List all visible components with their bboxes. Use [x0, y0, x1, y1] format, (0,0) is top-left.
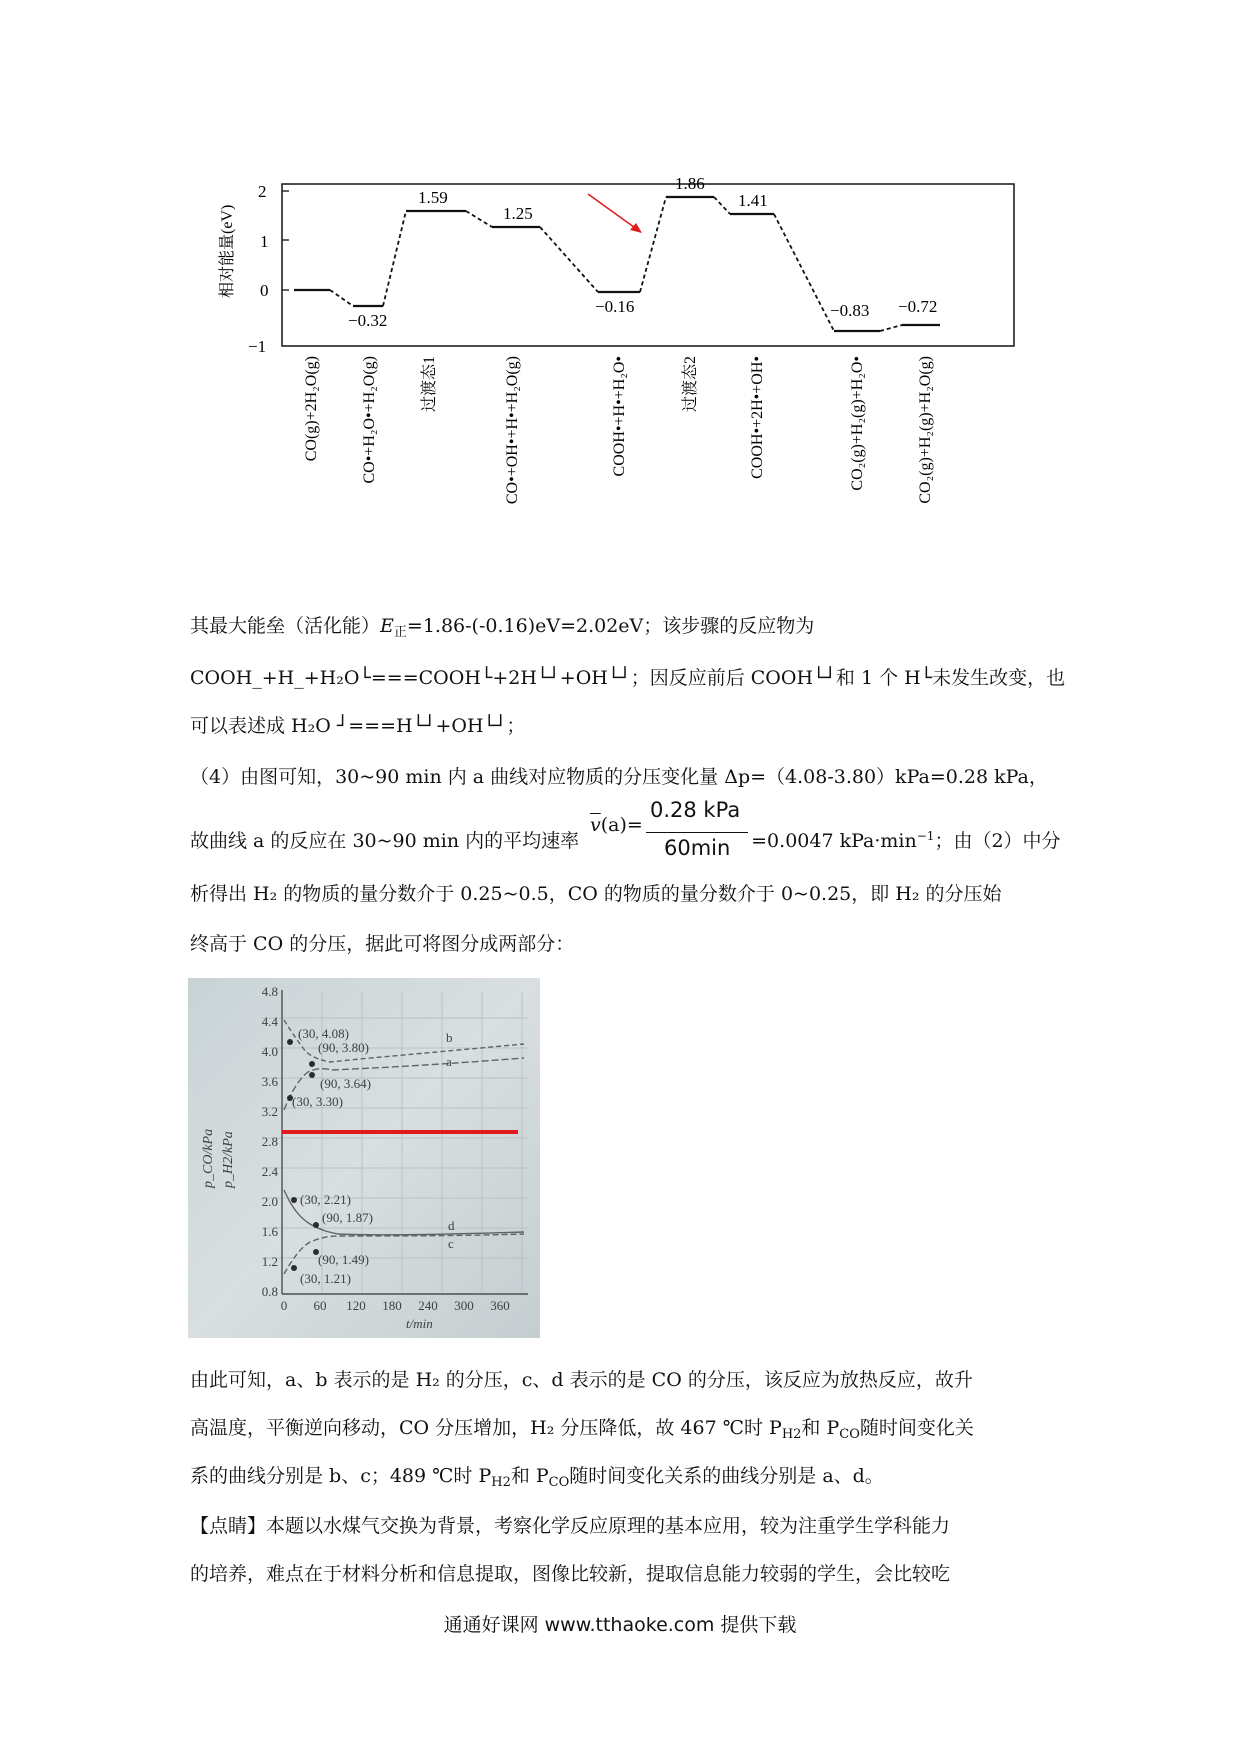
photo-background	[188, 978, 540, 1338]
species-5: 过渡态2	[682, 356, 699, 413]
y-axis-label-co: p_CO/kPa	[201, 1128, 216, 1188]
species-8: CO₂(g)+H₂(g)+H₂O(g)	[917, 356, 934, 504]
paragraph-conclusion-2: 高温度，平衡逆向移动，CO 分压增加，H₂ 分压降低，故 467 ℃时 $P_{H2}$和 $P_{CO}$随时间变化关	[190, 1417, 974, 1442]
fraction-numerator: 0.28 kPa	[650, 798, 741, 822]
paragraph-comment-2: 的培养，难点在于材料分析和信息提取，图像比较新，提取信息能力较弱的学生，会比较吃	[190, 1563, 951, 1585]
footer-source: 通通好课网 www.tthaoke.com 提供下载	[443, 1614, 797, 1636]
level-label-6: 1.41	[738, 191, 768, 210]
level-label-8: −0.72	[898, 297, 938, 316]
paragraph-conclusion-1: 由此可知，a、b 表示的是 H₂ 的分压，c、d 表示的是 CO 的分压，该反应为放热反应，故升	[190, 1369, 973, 1391]
paragraph-rate: 故曲线 a 的反应在 30~90 min 内的平均速率 =0.0047 $kPa\cdot\min^{-1}$；由（2）中分	[190, 829, 1061, 852]
svg-text:120: 120	[346, 1298, 366, 1313]
species-labels	[303, 356, 934, 504]
species-0: CO(g)+2H₂O(g)	[303, 356, 320, 462]
svg-text:4.0: 4.0	[261, 1044, 278, 1059]
level-label-2: 1.59	[418, 188, 448, 207]
svg-text:180: 180	[382, 1298, 402, 1313]
red-arrow-icon	[588, 194, 638, 230]
species-3: CO•+OH•+H•+H₂O(g)	[504, 356, 521, 505]
svg-text:(90, 1.49): (90, 1.49)	[318, 1252, 369, 1267]
species-6: COOH•+2H•+OH•	[749, 356, 766, 479]
y-axis-label: 相对能量(eV)	[219, 204, 236, 298]
svg-text:1.6: 1.6	[261, 1224, 278, 1239]
svg-text:0: 0	[280, 1298, 288, 1313]
svg-text:4.4: 4.4	[261, 1014, 278, 1029]
svg-text:c: c	[448, 1236, 454, 1251]
red-arrowhead-icon	[630, 223, 642, 233]
paragraph-part4: （4）由图可知，30~90 min 内 a 曲线对应物质的分压变化量 Δp=（4.08-3.80）kPa=0.28 kPa，	[190, 766, 1048, 788]
svg-text:360: 360	[490, 1298, 510, 1313]
svg-text:(30, 3.30): (30, 3.30)	[292, 1094, 343, 1109]
level-label-5: 1.86	[675, 174, 705, 193]
level-label-7: −0.83	[830, 301, 870, 320]
species-1: CO•+H₂O•+H₂O(g)	[361, 356, 378, 484]
svg-text:3.6: 3.6	[261, 1074, 278, 1089]
fraction-denominator: 60min	[664, 836, 731, 860]
level-label-4: −0.16	[595, 297, 635, 316]
level-label-3: 1.25	[503, 204, 533, 223]
svg-text:240: 240	[418, 1298, 438, 1313]
energy-profile-diagram	[190, 170, 1060, 590]
svg-text:(90, 3.80): (90, 3.80)	[318, 1040, 369, 1055]
svg-text:4.8: 4.8	[261, 984, 278, 999]
svg-text:a: a	[446, 1054, 452, 1069]
svg-text:2.8: 2.8	[261, 1134, 278, 1149]
svg-text:1.2: 1.2	[261, 1254, 278, 1269]
x-axis-label: t/min	[406, 1316, 433, 1331]
rate-symbol: $\overline{v}(a)=$	[590, 814, 643, 836]
level-label-1: −0.32	[348, 311, 388, 330]
svg-text:300: 300	[454, 1298, 474, 1313]
paragraph-mole-fraction: 析得出 H₂ 的物质的量分数介于 0.25~0.5，CO 的物质的量分数介于 0~0.25，即 H₂ 的分压始	[190, 883, 1002, 905]
svg-text:0.8: 0.8	[261, 1284, 278, 1299]
svg-text:(30, 1.21): (30, 1.21)	[300, 1271, 351, 1286]
svg-text:(30, 2.21): (30, 2.21)	[300, 1192, 351, 1207]
svg-text:60: 60	[313, 1298, 327, 1313]
paragraph-simplified: 可以表述成 H₂O ┘===H└┘+OH└┘；	[190, 715, 526, 737]
paragraph-conclusion-3: 系的曲线分别是 b、c；489 ℃时 $P_{H2}$和 $P_{CO}$随时间变化关系的曲线分别是 a、d。	[190, 1465, 884, 1490]
species-7: CO₂(g)+H₂(g)+H₂O•	[849, 356, 866, 491]
svg-text:2.4: 2.4	[261, 1164, 278, 1179]
svg-text:(90, 1.87): (90, 1.87)	[322, 1210, 373, 1225]
paragraph-split: 终高于 CO 的分压，据此可将图分成两部分：	[190, 933, 575, 955]
species-4: COOH•+H•+H₂O•	[611, 356, 628, 477]
ytick-1: 1	[260, 232, 269, 251]
y-axis-label-h2: p_H2/kPa	[221, 1131, 236, 1188]
fraction-bar	[646, 832, 748, 833]
pressure-time-chart-photo	[188, 978, 540, 1338]
svg-text:d: d	[448, 1218, 455, 1233]
svg-text:b: b	[446, 1030, 453, 1045]
svg-text:(30, 4.08): (30, 4.08)	[298, 1026, 349, 1041]
svg-text:3.2: 3.2	[261, 1104, 278, 1119]
ytick-neg1: −1	[248, 337, 267, 356]
species-2: 过渡态1	[421, 356, 438, 413]
paragraph-activation-energy: 其最大能垒（活化能）$E_正=1.86-(-0.16)eV=2.02eV$；该步骤的反应物为	[190, 615, 815, 640]
paragraph-comment-1: 【点睛】本题以水煤气交换为背景，考察化学反应原理的基本应用，较为注重学生学科能力	[190, 1515, 951, 1537]
svg-text:2.0: 2.0	[261, 1194, 278, 1209]
paragraph-reactants: COOH_+H_+H₂O└===COOH└+2H└┘+OH└┘；因反应前后 COOH└┘和 1 个 H└未发生改变，也	[190, 667, 1066, 689]
ytick-0: 0	[260, 281, 269, 300]
ytick-2: 2	[258, 182, 267, 201]
svg-text:(90, 3.64): (90, 3.64)	[320, 1076, 371, 1091]
